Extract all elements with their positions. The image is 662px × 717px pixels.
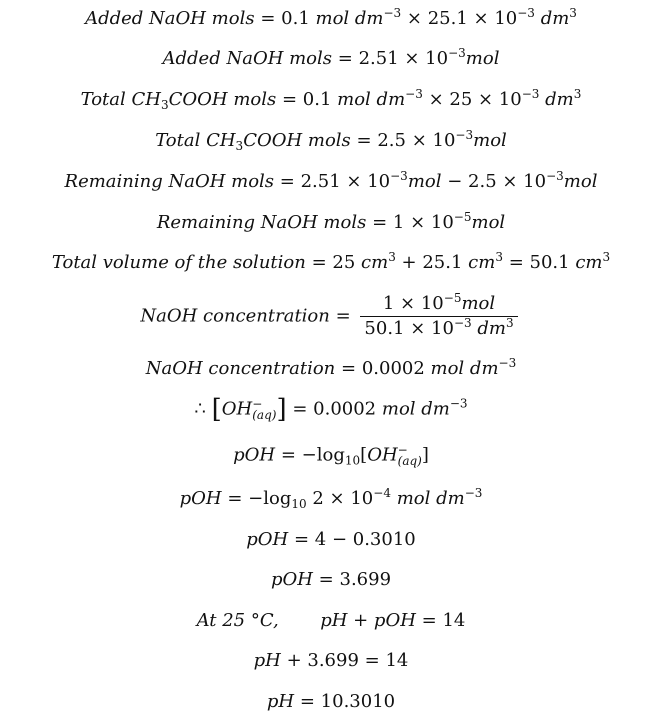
equation-line-8 xyxy=(0,292,662,341)
condition: At 25 °C, xyxy=(196,610,279,631)
unit: mol dm xyxy=(315,8,384,29)
left-bracket: [ xyxy=(360,444,368,466)
left-bracket: [ xyxy=(211,394,222,425)
equals-sign: = xyxy=(299,691,315,712)
unit: mol xyxy=(461,293,496,314)
unit: mol xyxy=(563,171,598,192)
equation-line-15 xyxy=(0,610,662,632)
value: 0.1 xyxy=(281,8,310,29)
state-symbol: (aq) xyxy=(252,408,277,422)
exponent: 3 xyxy=(573,87,582,101)
equals-sign: = xyxy=(292,398,308,420)
exponent: 3 xyxy=(388,250,396,264)
equals-sign: = xyxy=(421,610,437,631)
state-symbol: (aq) xyxy=(397,454,422,468)
exponent: −5 xyxy=(443,291,462,305)
equals-sign: = xyxy=(364,650,380,671)
equals-sign: = xyxy=(335,305,351,327)
subscript: 3 xyxy=(235,139,244,153)
equals-sign: = xyxy=(356,130,372,151)
equals-sign: = xyxy=(318,569,334,590)
lhs: NaOH concentration xyxy=(145,358,336,379)
lhs: COOH mols xyxy=(168,89,277,110)
log-operator: log xyxy=(316,444,345,466)
equation-line-9 xyxy=(0,358,662,380)
value: 14 xyxy=(385,650,409,671)
value: − 2.5 × 10 xyxy=(441,171,547,192)
equation-line-16 xyxy=(0,650,662,672)
unit: mol dm xyxy=(430,358,499,379)
exponent: −4 xyxy=(373,486,391,500)
fraction xyxy=(360,292,517,341)
equals-sign: = xyxy=(311,252,327,273)
lhs: Total volume of the solution xyxy=(51,252,306,273)
unit: cm xyxy=(468,252,496,273)
unit: dm xyxy=(477,318,506,339)
lhs: pH xyxy=(253,650,281,671)
exponent: 3 xyxy=(495,250,503,264)
unit: cm xyxy=(575,252,603,273)
value: × 25 × 10 xyxy=(422,89,522,110)
lhs: pOH xyxy=(233,444,276,466)
exponent: −3 xyxy=(546,169,564,183)
minus-sign: − xyxy=(301,444,317,466)
unit: cm xyxy=(361,252,389,273)
value: × 25.1 × 10 xyxy=(401,8,518,29)
equals-sign: = xyxy=(340,358,357,379)
subscript: 3 xyxy=(160,98,169,112)
ion-annotation xyxy=(252,398,276,421)
exponent: −3 xyxy=(390,169,408,183)
value: + 25.1 xyxy=(395,252,463,273)
equation-line-12 xyxy=(0,488,662,510)
species: OH xyxy=(367,444,398,466)
exponent: 3 xyxy=(505,316,514,330)
equation-line-4 xyxy=(0,130,662,152)
equals-sign: = xyxy=(281,89,298,110)
value: 3.699 xyxy=(339,569,392,590)
lhs: Remaining NaOH mols xyxy=(156,212,367,233)
lhs: pOH xyxy=(270,569,313,590)
equals-sign: = xyxy=(279,171,295,192)
equation-line-1 xyxy=(0,8,662,30)
lhs: Added NaOH mols xyxy=(85,8,255,29)
lhs: Total CH xyxy=(155,130,236,151)
equation-line-10 xyxy=(0,394,662,425)
exponent: −3 xyxy=(383,6,402,20)
exponent: −3 xyxy=(448,46,466,60)
log-operator: log xyxy=(263,488,292,509)
lhs: Remaining NaOH mols xyxy=(64,171,275,192)
value: 2.5 × 10 xyxy=(377,130,456,151)
equals-sign: = xyxy=(260,8,276,29)
equals-sign: = xyxy=(280,444,296,466)
exponent: −3 xyxy=(464,486,483,500)
fraction-denominator xyxy=(360,317,517,341)
unit: mol xyxy=(471,212,506,233)
value: = 50.1 xyxy=(502,252,570,273)
exponent: 3 xyxy=(602,250,611,264)
lhs: pOH xyxy=(246,529,289,550)
value: 0.1 xyxy=(302,89,332,110)
therefore-symbol: ∴ xyxy=(194,398,206,420)
right-bracket: ] xyxy=(276,394,287,425)
lhs: Total CH xyxy=(80,89,161,110)
fraction-numerator xyxy=(360,292,517,316)
exponent: −3 xyxy=(498,356,517,370)
unit: dm xyxy=(545,89,574,110)
exponent: −5 xyxy=(453,210,472,224)
equation-line-13 xyxy=(0,529,662,551)
unit: mol dm xyxy=(337,89,406,110)
value: 4 − 0.3010 xyxy=(314,529,416,550)
value: 0.0002 xyxy=(361,358,425,379)
value: 0.0002 xyxy=(313,398,377,420)
charge: − xyxy=(252,397,263,411)
value: 2.51 × 10 xyxy=(358,48,449,69)
exponent: −3 xyxy=(449,396,468,411)
value: 50.1 × 10 xyxy=(364,318,454,339)
unit: mol xyxy=(465,48,500,69)
lhs: Added NaOH mols xyxy=(162,48,333,69)
equation-line-14 xyxy=(0,569,662,591)
value: 10.3010 xyxy=(320,691,396,712)
lhs: COOH mols xyxy=(243,130,351,151)
ion-annotation xyxy=(398,444,422,467)
unit: mol dm xyxy=(396,488,465,509)
species: OH xyxy=(221,398,253,420)
exponent: −3 xyxy=(453,316,472,330)
exponent: −3 xyxy=(405,87,423,101)
exponent: −3 xyxy=(521,87,540,101)
unit: mol xyxy=(473,130,507,151)
value: 2.51 × 10 xyxy=(300,171,391,192)
unit: mol xyxy=(407,171,442,192)
unit: dm xyxy=(540,8,570,29)
equation-line-5 xyxy=(0,171,662,193)
minus-sign: − xyxy=(248,488,264,509)
value: 25 xyxy=(332,252,356,273)
log-base: 10 xyxy=(344,453,361,468)
value: 14 xyxy=(442,610,466,631)
lhs-value: + 3.699 xyxy=(286,650,359,671)
equation-line-11 xyxy=(0,444,662,467)
value: 2 × 10 xyxy=(312,488,374,509)
charge: − xyxy=(397,443,408,457)
exponent: −3 xyxy=(455,128,474,142)
equation-line-17 xyxy=(0,691,662,713)
right-bracket: ] xyxy=(421,444,429,466)
equals-sign: = xyxy=(293,529,310,550)
equals-sign: = xyxy=(372,212,388,233)
lhs: pOH xyxy=(179,488,222,509)
log-base: 10 xyxy=(291,497,307,511)
value: 1 × 10 xyxy=(382,293,444,314)
equation-line-6 xyxy=(0,212,662,234)
equation-line-7 xyxy=(0,252,662,274)
lhs: pH xyxy=(266,691,295,712)
exponent: −3 xyxy=(517,6,535,20)
equation-line-2 xyxy=(0,48,662,70)
lhs: NaOH concentration xyxy=(140,305,330,327)
equals-sign: = xyxy=(337,48,353,69)
exponent: 3 xyxy=(569,6,577,20)
value: 1 × 10 xyxy=(392,212,454,233)
lhs: pH + pOH xyxy=(320,610,416,631)
equals-sign: = xyxy=(227,488,243,509)
unit: mol dm xyxy=(381,398,450,420)
equation-line-3 xyxy=(0,89,662,111)
